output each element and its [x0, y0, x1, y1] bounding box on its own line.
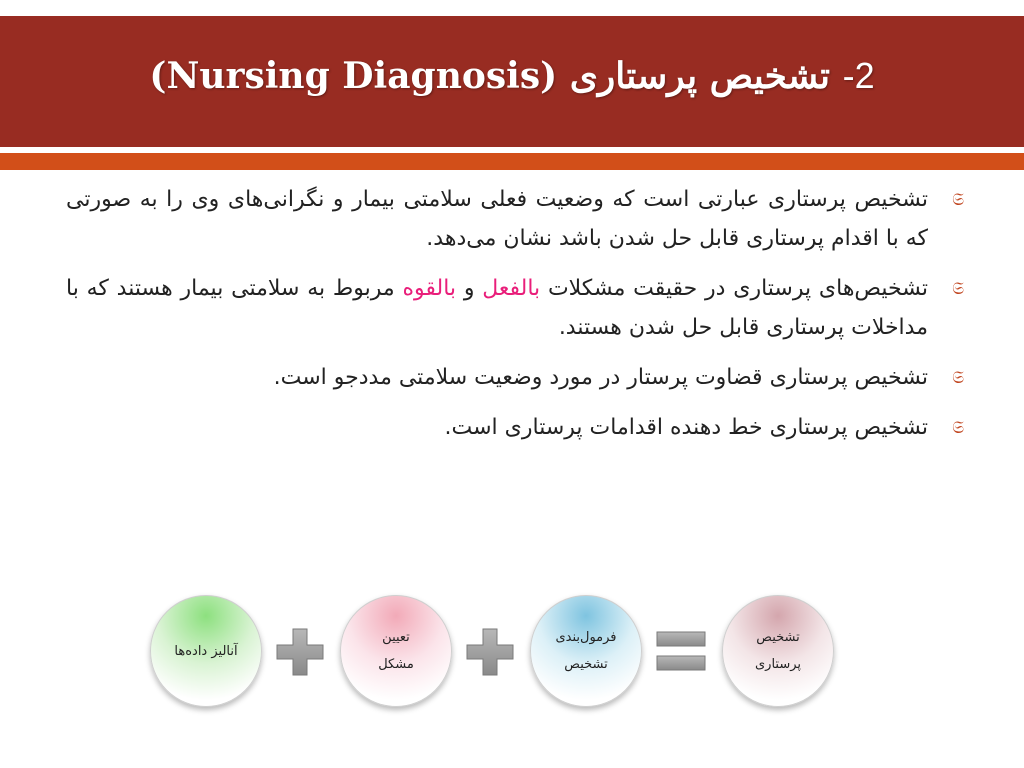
equals-icon [655, 630, 707, 672]
highlight-actual: بالفعل [482, 276, 541, 301]
slide-title [0, 10, 1024, 141]
title-number: 2- [842, 54, 875, 96]
bullet-item [66, 358, 966, 397]
circle-nursing-diagnosis [722, 595, 834, 707]
circle-label-line2: تشخیص [564, 657, 608, 672]
circle-label-line1: فرمول‌بندی [555, 630, 617, 645]
highlight-potential: بالقوه [402, 276, 457, 301]
bullet-item [66, 408, 966, 447]
circle-label-line2: پرستاری [754, 657, 802, 672]
title-persian: تشخیص پرستاری [569, 54, 831, 97]
accent-line [0, 153, 1024, 170]
title-english: (Nursing Diagnosis) [149, 54, 558, 97]
bullet-text: تشخیص پرستاری عبارتی است که وضعیت فعلی سلامتی بیمار و نگرانی‌های وی را به صورتی که با اقدام پرستاری قابل حل شدن باشد نشان می‌دهد. [66, 187, 928, 251]
circle-label: آنالیز داده‌ها [174, 643, 238, 659]
circle-problem-identification [340, 595, 452, 707]
bullet-item [66, 269, 966, 347]
plus-icon [465, 627, 515, 677]
plus-icon [275, 627, 325, 677]
bullet-text-part: تشخیص‌های پرستاری در حقیقت مشکلات [540, 276, 928, 301]
bullet-text-part: مربوط به سلامتی بیمار هستند که با مداخلات پرستاری قابل حل شدن هستند. [66, 276, 928, 340]
bullet-list [66, 180, 966, 458]
circle-diagnosis-formulation [530, 595, 642, 707]
bullet-icon: 𝔖 [952, 279, 964, 299]
circle-label-line1: تشخیص [756, 630, 800, 645]
circle-label-line2: مشکل [378, 657, 414, 672]
title-bar [0, 16, 1024, 147]
circle-data-analysis [150, 595, 262, 707]
bullet-item [66, 180, 966, 258]
bullet-icon: 𝔖 [952, 418, 964, 438]
bullet-text-part: و [456, 276, 483, 301]
bullet-text: تشخیص پرستاری خط دهنده اقدامات پرستاری است. [444, 415, 928, 440]
bullet-icon: 𝔖 [952, 190, 964, 210]
bullet-text: تشخیص پرستاری قضاوت پرستار در مورد وضعیت سلامتی مددجو است. [273, 365, 928, 390]
circle-label-line1: تعیین [382, 630, 410, 645]
bullet-icon: 𝔖 [952, 368, 964, 388]
